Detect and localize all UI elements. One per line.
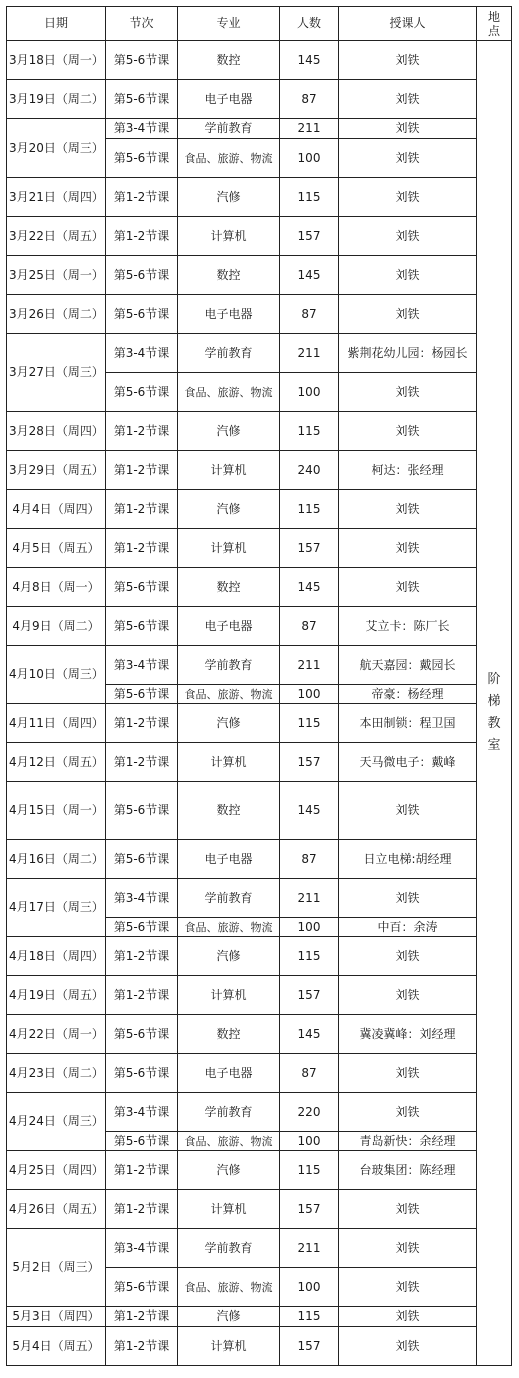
table-row — [7, 295, 512, 334]
lecturer-cell: 刘铁 — [339, 295, 477, 334]
major-cell: 汽修 — [178, 412, 280, 451]
major-cell: 电子电器 — [178, 1054, 280, 1093]
lecturer-cell: 紫荆花幼儿园：杨园长 — [339, 334, 477, 373]
table-row — [7, 529, 512, 568]
major-cell: 数控 — [178, 568, 280, 607]
period-cell: 第1-2节课 — [106, 743, 178, 782]
major-cell: 食品、旅游、物流 — [178, 139, 280, 178]
period-cell: 第1-2节课 — [106, 1151, 178, 1190]
count-cell: 157 — [280, 976, 339, 1015]
lecturer-cell: 刘铁 — [339, 568, 477, 607]
major-cell: 汽修 — [178, 1151, 280, 1190]
major-cell: 学前教育 — [178, 119, 280, 139]
date-cell: 4月19日（周五） — [7, 976, 106, 1015]
count-cell: 145 — [280, 256, 339, 295]
major-cell: 汽修 — [178, 704, 280, 743]
table-row — [7, 80, 512, 119]
count-cell: 100 — [280, 1132, 339, 1151]
period-cell: 第1-2节课 — [106, 217, 178, 256]
table-row — [7, 607, 512, 646]
period-cell: 第1-2节课 — [106, 1190, 178, 1229]
schedule-table — [6, 6, 512, 1366]
table-row — [7, 1307, 512, 1327]
table-row — [7, 451, 512, 490]
table-row — [7, 412, 512, 451]
date-cell: 5月3日（周四） — [7, 1307, 106, 1327]
table-row — [7, 1015, 512, 1054]
period-cell: 第5-6节课 — [106, 256, 178, 295]
period-cell: 第3-4节课 — [106, 646, 178, 685]
lecturer-cell: 航天嘉园：戴园长 — [339, 646, 477, 685]
major-cell: 电子电器 — [178, 607, 280, 646]
lecturer-cell: 刘铁 — [339, 1093, 477, 1132]
major-cell: 电子电器 — [178, 840, 280, 879]
major-cell: 汽修 — [178, 937, 280, 976]
count-cell: 100 — [280, 139, 339, 178]
count-cell: 211 — [280, 879, 339, 918]
lecturer-cell: 刘铁 — [339, 1327, 477, 1366]
count-cell: 115 — [280, 490, 339, 529]
date-cell: 3月21日（周四） — [7, 178, 106, 217]
table-row — [7, 976, 512, 1015]
lecturer-cell: 青岛新快：余经理 — [339, 1132, 477, 1151]
count-cell: 115 — [280, 937, 339, 976]
table-row — [7, 178, 512, 217]
count-cell: 100 — [280, 685, 339, 704]
table-row — [7, 41, 512, 80]
lecturer-cell: 刘铁 — [339, 937, 477, 976]
table-row — [7, 568, 512, 607]
major-cell: 食品、旅游、物流 — [178, 373, 280, 412]
table-row — [7, 119, 512, 139]
header-date: 日期 — [7, 7, 106, 41]
table-row — [7, 1093, 512, 1132]
count-cell: 100 — [280, 918, 339, 937]
period-cell: 第3-4节课 — [106, 879, 178, 918]
period-cell: 第5-6节课 — [106, 373, 178, 412]
place-text: 阶梯教室 — [487, 672, 501, 753]
period-cell: 第5-6节课 — [106, 80, 178, 119]
lecturer-cell: 艾立卡：陈厂长 — [339, 607, 477, 646]
major-cell: 电子电器 — [178, 295, 280, 334]
date-cell: 3月26日（周二） — [7, 295, 106, 334]
count-cell: 157 — [280, 1327, 339, 1366]
date-cell: 4月17日（周三） — [7, 879, 106, 937]
table-row — [7, 217, 512, 256]
major-cell: 数控 — [178, 256, 280, 295]
major-cell: 计算机 — [178, 1190, 280, 1229]
count-cell: 100 — [280, 373, 339, 412]
lecturer-cell: 刘铁 — [339, 217, 477, 256]
date-cell: 4月24日（周三） — [7, 1093, 106, 1151]
count-cell: 157 — [280, 743, 339, 782]
date-cell: 4月25日（周四） — [7, 1151, 106, 1190]
major-cell: 食品、旅游、物流 — [178, 1132, 280, 1151]
date-cell: 4月15日（周一） — [7, 782, 106, 840]
lecturer-cell: 刘铁 — [339, 490, 477, 529]
lecturer-cell: 刘铁 — [339, 529, 477, 568]
date-cell: 3月25日（周一） — [7, 256, 106, 295]
period-cell: 第5-6节课 — [106, 918, 178, 937]
major-cell: 计算机 — [178, 743, 280, 782]
table-row — [7, 490, 512, 529]
period-cell: 第1-2节课 — [106, 1327, 178, 1366]
header-row — [7, 7, 512, 41]
lecturer-cell: 刘铁 — [339, 178, 477, 217]
count-cell: 211 — [280, 1229, 339, 1268]
lecturer-cell: 刘铁 — [339, 256, 477, 295]
date-cell: 4月18日（周四） — [7, 937, 106, 976]
major-cell: 学前教育 — [178, 879, 280, 918]
table-row — [7, 1190, 512, 1229]
count-cell: 211 — [280, 334, 339, 373]
major-cell: 数控 — [178, 41, 280, 80]
table-row — [7, 334, 512, 373]
date-cell: 5月2日（周三） — [7, 1229, 106, 1307]
date-cell: 4月23日（周二） — [7, 1054, 106, 1093]
period-cell: 第1-2节课 — [106, 529, 178, 568]
period-cell: 第3-4节课 — [106, 1229, 178, 1268]
count-cell: 87 — [280, 607, 339, 646]
period-cell: 第5-6节课 — [106, 1268, 178, 1307]
table-row — [7, 840, 512, 879]
major-cell: 计算机 — [178, 976, 280, 1015]
lecturer-cell: 天马微电子：戴峰 — [339, 743, 477, 782]
table-row — [7, 743, 512, 782]
period-cell: 第5-6节课 — [106, 1132, 178, 1151]
count-cell: 145 — [280, 1015, 339, 1054]
table-row — [7, 1229, 512, 1268]
major-cell: 计算机 — [178, 1327, 280, 1366]
lecturer-cell: 刘铁 — [339, 80, 477, 119]
date-cell: 4月12日（周五） — [7, 743, 106, 782]
major-cell: 学前教育 — [178, 334, 280, 373]
major-cell: 计算机 — [178, 217, 280, 256]
lecturer-cell: 刘铁 — [339, 119, 477, 139]
period-cell: 第3-4节课 — [106, 1093, 178, 1132]
major-cell: 汽修 — [178, 1307, 280, 1327]
lecturer-cell: 刘铁 — [339, 1268, 477, 1307]
major-cell: 食品、旅游、物流 — [178, 685, 280, 704]
count-cell: 211 — [280, 646, 339, 685]
table-row — [7, 1151, 512, 1190]
count-cell: 87 — [280, 295, 339, 334]
major-cell: 学前教育 — [178, 646, 280, 685]
count-cell: 115 — [280, 412, 339, 451]
major-cell: 学前教育 — [178, 1093, 280, 1132]
table-row — [7, 1327, 512, 1366]
lecturer-cell: 本田制锁：程卫国 — [339, 704, 477, 743]
table-row — [7, 1054, 512, 1093]
period-cell: 第5-6节课 — [106, 840, 178, 879]
place-cell — [477, 41, 512, 1366]
header-major: 专业 — [178, 7, 280, 41]
header-place-text: 地点 — [487, 9, 500, 38]
date-cell: 3月18日（周一） — [7, 41, 106, 80]
major-cell: 学前教育 — [178, 1229, 280, 1268]
date-cell: 3月19日（周二） — [7, 80, 106, 119]
period-cell: 第1-2节课 — [106, 412, 178, 451]
date-cell: 4月11日（周四） — [7, 704, 106, 743]
date-cell: 4月5日（周五） — [7, 529, 106, 568]
period-cell: 第5-6节课 — [106, 685, 178, 704]
date-cell: 4月26日（周五） — [7, 1190, 106, 1229]
period-cell: 第1-2节课 — [106, 704, 178, 743]
major-cell: 食品、旅游、物流 — [178, 918, 280, 937]
count-cell: 145 — [280, 41, 339, 80]
period-cell: 第5-6节课 — [106, 1054, 178, 1093]
count-cell: 220 — [280, 1093, 339, 1132]
count-cell: 145 — [280, 568, 339, 607]
date-cell: 4月9日（周二） — [7, 607, 106, 646]
lecturer-cell: 冀凌冀峰：刘经理 — [339, 1015, 477, 1054]
lecturer-cell: 刘铁 — [339, 976, 477, 1015]
header-period: 节次 — [106, 7, 178, 41]
count-cell: 87 — [280, 1054, 339, 1093]
period-cell: 第5-6节课 — [106, 41, 178, 80]
count-cell: 157 — [280, 529, 339, 568]
date-cell: 4月10日（周三） — [7, 646, 106, 704]
period-cell: 第5-6节课 — [106, 1015, 178, 1054]
lecturer-cell: 刘铁 — [339, 1229, 477, 1268]
table-row — [7, 256, 512, 295]
table-row — [7, 937, 512, 976]
lecturer-cell: 刘铁 — [339, 1054, 477, 1093]
count-cell: 87 — [280, 80, 339, 119]
schedule-body — [7, 41, 512, 1366]
period-cell: 第1-2节课 — [106, 976, 178, 1015]
count-cell: 115 — [280, 1151, 339, 1190]
major-cell: 汽修 — [178, 490, 280, 529]
table-row — [7, 879, 512, 918]
major-cell: 汽修 — [178, 178, 280, 217]
count-cell: 87 — [280, 840, 339, 879]
major-cell: 食品、旅游、物流 — [178, 1268, 280, 1307]
date-cell: 4月22日（周一） — [7, 1015, 106, 1054]
lecturer-cell: 刘铁 — [339, 879, 477, 918]
date-cell: 5月4日（周五） — [7, 1327, 106, 1366]
date-cell: 4月4日（周四） — [7, 490, 106, 529]
period-cell: 第5-6节课 — [106, 139, 178, 178]
major-cell: 电子电器 — [178, 80, 280, 119]
period-cell: 第5-6节课 — [106, 782, 178, 840]
period-cell: 第1-2节课 — [106, 178, 178, 217]
lecturer-cell: 日立电梯:胡经理 — [339, 840, 477, 879]
count-cell: 100 — [280, 1268, 339, 1307]
count-cell: 115 — [280, 704, 339, 743]
lecturer-cell: 帝豪：杨经理 — [339, 685, 477, 704]
count-cell: 240 — [280, 451, 339, 490]
date-cell: 3月28日（周四） — [7, 412, 106, 451]
date-cell: 4月8日（周一） — [7, 568, 106, 607]
major-cell: 数控 — [178, 1015, 280, 1054]
major-cell: 数控 — [178, 782, 280, 840]
table-row — [7, 782, 512, 840]
period-cell: 第3-4节课 — [106, 119, 178, 139]
period-cell: 第3-4节课 — [106, 334, 178, 373]
count-cell: 157 — [280, 1190, 339, 1229]
lecturer-cell: 中百：余涛 — [339, 918, 477, 937]
lecturer-cell: 刘铁 — [339, 782, 477, 840]
major-cell: 计算机 — [178, 451, 280, 490]
date-cell: 4月16日（周二） — [7, 840, 106, 879]
major-cell: 计算机 — [178, 529, 280, 568]
period-cell: 第1-2节课 — [106, 937, 178, 976]
header-place — [477, 7, 512, 41]
table-row — [7, 646, 512, 685]
period-cell: 第1-2节课 — [106, 451, 178, 490]
count-cell: 211 — [280, 119, 339, 139]
lecturer-cell: 台玻集团：陈经理 — [339, 1151, 477, 1190]
count-cell: 157 — [280, 217, 339, 256]
date-cell: 3月20日（周三） — [7, 119, 106, 178]
lecturer-cell: 刘铁 — [339, 139, 477, 178]
period-cell: 第1-2节课 — [106, 490, 178, 529]
lecturer-cell: 刘铁 — [339, 373, 477, 412]
period-cell: 第5-6节课 — [106, 568, 178, 607]
date-cell: 3月29日（周五） — [7, 451, 106, 490]
period-cell: 第5-6节课 — [106, 295, 178, 334]
lecturer-cell: 刘铁 — [339, 41, 477, 80]
lecturer-cell: 柯达：张经理 — [339, 451, 477, 490]
lecturer-cell: 刘铁 — [339, 1307, 477, 1327]
lecturer-cell: 刘铁 — [339, 412, 477, 451]
header-count: 人数 — [280, 7, 339, 41]
count-cell: 115 — [280, 1307, 339, 1327]
date-cell: 3月22日（周五） — [7, 217, 106, 256]
header-lecturer: 授课人 — [339, 7, 477, 41]
table-row — [7, 704, 512, 743]
period-cell: 第5-6节课 — [106, 607, 178, 646]
period-cell: 第1-2节课 — [106, 1307, 178, 1327]
date-cell: 3月27日（周三） — [7, 334, 106, 412]
lecturer-cell: 刘铁 — [339, 1190, 477, 1229]
count-cell: 115 — [280, 178, 339, 217]
count-cell: 145 — [280, 782, 339, 840]
